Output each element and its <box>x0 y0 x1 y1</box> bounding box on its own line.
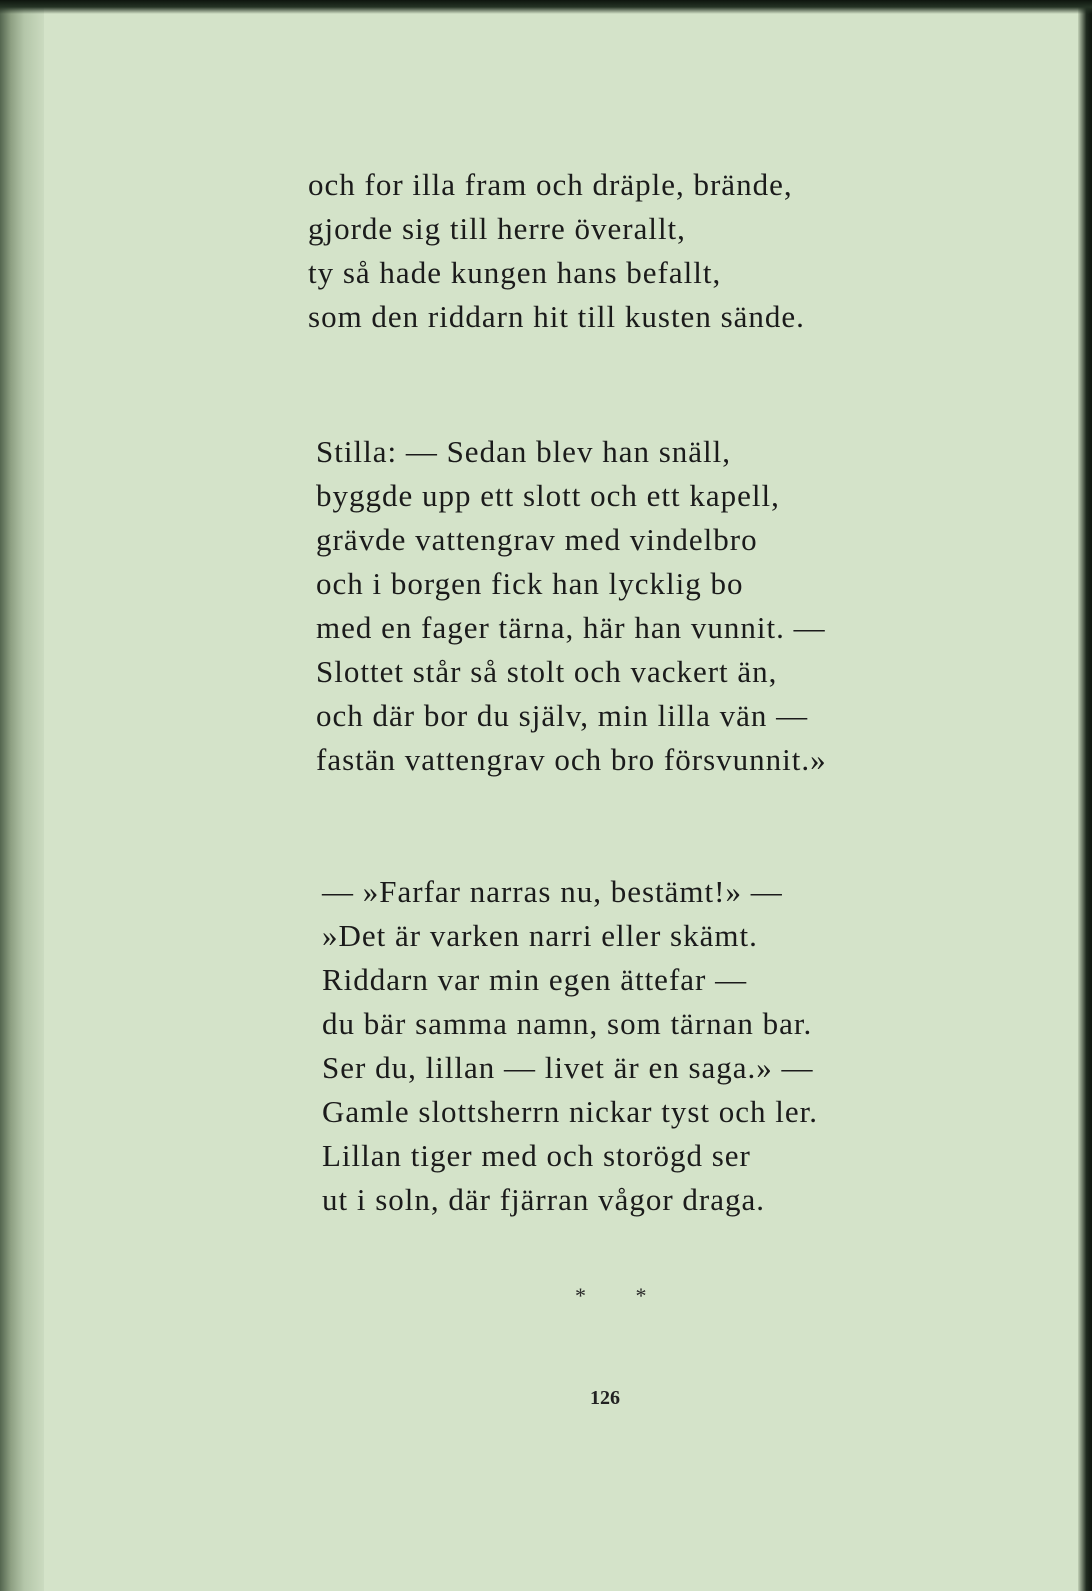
poem-line: Gamle slottsherrn nickar tyst och ler. <box>322 1094 818 1129</box>
poem-line: Stilla: — Sedan blev han snäll, <box>316 434 732 469</box>
poem-line: och där bor du själv, min lilla vän — <box>316 698 809 733</box>
poem-line: ty så hade kungen hans befallt, <box>308 255 722 290</box>
stanza-1 <box>308 163 805 339</box>
poem-line: Riddarn var min egen ättefar — <box>322 962 748 997</box>
poem-line: fastän vattengrav och bro försvunnit.» <box>316 742 827 777</box>
page-number: 126 <box>590 1387 620 1409</box>
poem-line: gjorde sig till herre överallt, <box>308 211 686 246</box>
poem-line: — »Farfar narras nu, bestämt!» — <box>322 874 783 909</box>
poem-line: Ser du, lillan — livet är en saga.» — <box>322 1050 814 1085</box>
poem-line: »Det är varken narri eller skämt. <box>322 918 758 953</box>
poem-line: som den riddarn hit till kusten sände. <box>308 299 805 334</box>
poem-line: och for illa fram och dräple, brände, <box>308 167 793 202</box>
stanza-3 <box>322 870 818 1222</box>
poem-line: du bär samma namn, som tärnan bar. <box>322 1006 813 1041</box>
poem-line: Slottet står så stolt och vackert än, <box>316 654 778 689</box>
poem-line: Lillan tiger med och storögd ser <box>322 1138 751 1173</box>
poem-line: med en fager tärna, här han vunnit. — <box>316 610 826 645</box>
section-divider: * * <box>575 1283 669 1308</box>
poem-line: och i borgen fick han lycklig bo <box>316 566 744 601</box>
page-right-edge <box>1078 0 1092 1591</box>
page-top-edge <box>0 0 1092 14</box>
poem-line: grävde vattengrav med vindelbro <box>316 522 758 557</box>
stanza-2 <box>316 430 827 782</box>
page-gutter <box>0 0 44 1591</box>
poem-line: ut i soln, där fjärran vågor draga. <box>322 1182 766 1217</box>
poem-line: byggde upp ett slott och ett kapell, <box>316 478 780 513</box>
